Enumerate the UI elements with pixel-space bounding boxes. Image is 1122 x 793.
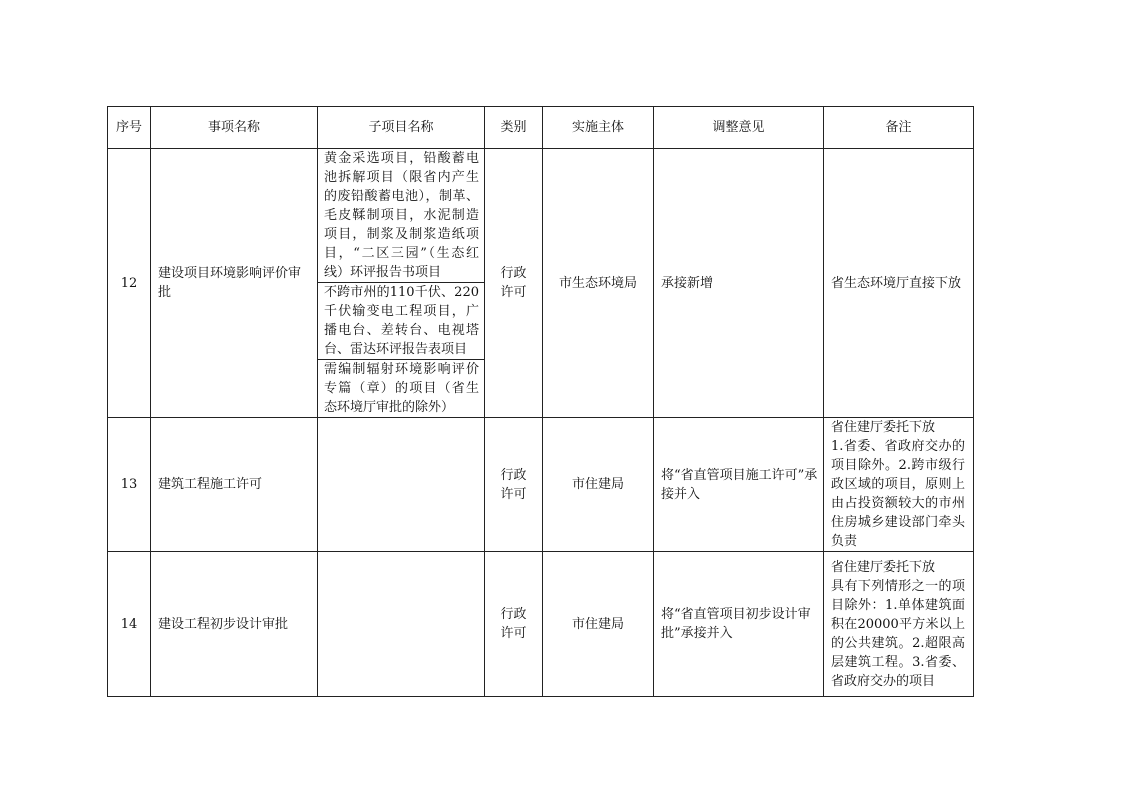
row-entity: 市住建局 bbox=[543, 418, 654, 552]
row-opinion: 将“省直管项目施工许可”承接并入 bbox=[654, 418, 824, 552]
row-note: 省住建厅委托下放 具有下列情形之一的项目除外：1.单体建筑面积在20000平方米以上的公共建筑。2.超限高层建筑工程。3.省委、省政府交办的项目 bbox=[824, 552, 974, 697]
row-opinion: 承接新增 bbox=[654, 149, 824, 418]
row-serial: 12 bbox=[108, 149, 151, 418]
row-item-name: 建设项目环境影响评价审批 bbox=[151, 149, 318, 418]
row-serial: 14 bbox=[108, 552, 151, 697]
row-category: 行政许可 bbox=[485, 149, 543, 418]
row-opinion: 将“省直管项目初步设计审批”承接并入 bbox=[654, 552, 824, 697]
row-item-name: 建设工程初步设计审批 bbox=[151, 552, 318, 697]
adjustment-table bbox=[107, 106, 974, 697]
row-entity: 市生态环境局 bbox=[543, 149, 654, 418]
header-sub-item: 子项目名称 bbox=[318, 107, 485, 149]
header-entity: 实施主体 bbox=[543, 107, 654, 149]
row-sub-item bbox=[318, 552, 485, 697]
table-row bbox=[108, 418, 974, 552]
table-row bbox=[108, 552, 974, 697]
row-note: 省住建厅委托下放 1.省委、省政府交办的项目除外。2.跨市级行政区域的项目，原则上由占投资额较大的市州住房城乡建设部门牵头负责 bbox=[824, 418, 974, 552]
row-item-name: 建筑工程施工许可 bbox=[151, 418, 318, 552]
header-serial: 序号 bbox=[108, 107, 151, 149]
header-opinion: 调整意见 bbox=[654, 107, 824, 149]
header-note: 备注 bbox=[824, 107, 974, 149]
row-note: 省生态环境厅直接下放 bbox=[824, 149, 974, 418]
header-row bbox=[108, 107, 974, 149]
row-sub-item: 需编制辐射环境影响评价专篇（章）的项目（省生态环境厅审批的除外） bbox=[318, 360, 485, 418]
row-category: 行政许可 bbox=[485, 552, 543, 697]
header-item-name: 事项名称 bbox=[151, 107, 318, 149]
row-serial: 13 bbox=[108, 418, 151, 552]
row-category: 行政许可 bbox=[485, 418, 543, 552]
row-sub-item: 黄金采选项目，铅酸蓄电池拆解项目（限省内产生的废铅酸蓄电池），制革、毛皮鞣制项目，水泥制造项目，制浆及制浆造纸项目，“二区三园”（生态红线）环评报告书项目 bbox=[318, 149, 485, 283]
row-entity: 市住建局 bbox=[543, 552, 654, 697]
table-row bbox=[108, 149, 974, 283]
row-sub-item: 不跨市州的110千伏、220千伏输变电工程项目，广播电台、差转台、电视塔台、雷达环评报告表项目 bbox=[318, 283, 485, 360]
row-sub-item bbox=[318, 418, 485, 552]
header-category: 类别 bbox=[485, 107, 543, 149]
